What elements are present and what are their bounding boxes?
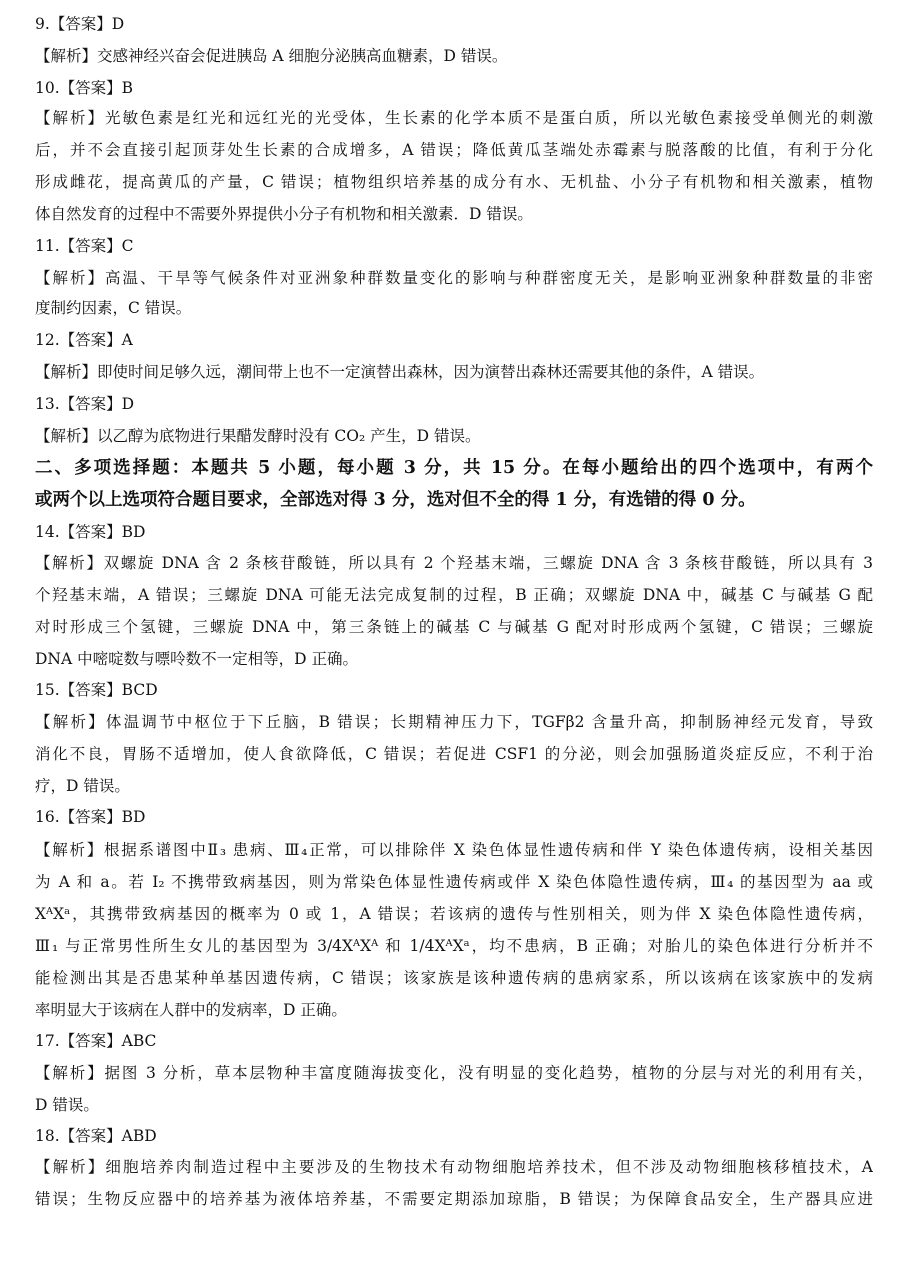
explanation-line: 为 A 和 a。若 I₂ 不携带致病基因，则为常染色体显性遗传病或伴 X 染色体隐性遗传病，Ⅲ₄ 的基因型为 aa 或 <box>35 873 873 891</box>
answer-heading: 12.【答案】A <box>35 331 133 349</box>
explanation-line: 形成雌花，提高黄瓜的产量，C 错误；植物组织培养基的成分有水、无机盐、小分子有机物和相关激素，植物 <box>35 173 873 191</box>
explanation-line: 错误；生物反应器中的培养基为液体培养基，不需要定期添加琼脂，B 错误；为保障食品安全，生产器具应进 <box>35 1190 873 1208</box>
explanation-line: 【解析】双螺旋 DNA 含 2 条核苷酸链，所以具有 2 个羟基末端，三螺旋 DNA 含 3 条核苷酸链，所以具有 3 <box>35 554 873 572</box>
explanation-line: 对时形成三个氢键，三螺旋 DNA 中，第三条链上的碱基 C 与碱基 G 配对时形成两个氢键，C 错误；三螺旋 <box>35 618 873 636</box>
explanation-line: 【解析】据图 3 分析，草本层物种丰富度随海拔变化，没有明显的变化趋势，植物的分层与对光的利用有关， <box>35 1064 873 1082</box>
explanation-line: 体自然发育的过程中不需要外界提供小分子有机物和相关激素．D 错误。 <box>35 205 533 223</box>
explanation-line: 消化不良，胃肠不适增加，使人食欲降低，C 错误；若促进 CSF1 的分泌，则会加强肠道炎症反应，不利于治 <box>35 745 873 763</box>
answer-heading: 10.【答案】B <box>35 79 134 97</box>
explanation-line: 个羟基末端，A 错误；三螺旋 DNA 可能无法完成复制的过程，B 正确；双螺旋 DNA 中，碱基 C 与碱基 G 配 <box>35 586 873 604</box>
explanation-line: D 错误。 <box>35 1096 99 1114</box>
explanation-line: 【解析】体温调节中枢位于下丘脑，B 错误；长期精神压力下，TGFβ2 含量升高，抑制肠神经元发育，导致 <box>35 713 873 731</box>
answer-heading: 16.【答案】BD <box>35 808 146 826</box>
explanation-line: 【解析】交感神经兴奋会促进胰岛 A 细胞分泌胰高血糖素，D 错误。 <box>35 47 508 65</box>
answer-heading: 9.【答案】D <box>35 15 125 33</box>
answer-heading: 15.【答案】BCD <box>35 681 158 699</box>
explanation-line: XᴬXᵃ，其携带致病基因的概率为 0 或 1，A 错误；若该病的遗传与性别相关，则为伴 X 染色体隐性遗传病， <box>35 905 873 923</box>
explanation-line: 能检测出其是否患某种单基因遗传病，C 错误；该家族是该种遗传病的患病家系，所以该病在该家族中的发病 <box>35 969 873 987</box>
explanation-line: 【解析】以乙醇为底物进行果醋发酵时没有 CO₂ 产生，D 错误。 <box>35 427 481 445</box>
explanation-line: 后，并不会直接引起顶芽处生长素的合成增多，A 错误；降低黄瓜茎端处赤霉素与脱落酸的比值，有利于分化 <box>35 141 873 159</box>
explanation-line: 【解析】高温、干旱等气候条件对亚洲象种群数量变化的影响与种群密度无关，是影响亚洲象种群数量的非密 <box>35 269 873 287</box>
explanation-line: 【解析】根据系谱图中Ⅱ₃ 患病、Ⅲ₄正常，可以排除伴 X 染色体显性遗传病和伴 Y 染色体遗传病，设相关基因 <box>35 841 873 859</box>
answer-heading: 14.【答案】BD <box>35 523 146 541</box>
explanation-line: 疗，D 错误。 <box>35 777 130 795</box>
explanation-line: 【解析】即使时间足够久远，潮间带上也不一定演替出森林，因为演替出森林还需要其他的条件，A 错误。 <box>35 363 765 381</box>
explanation-line: 率明显大于该病在人群中的发病率，D 正确。 <box>35 1001 347 1019</box>
answer-heading: 18.【答案】ABD <box>35 1127 157 1145</box>
answer-heading: 17.【答案】ABC <box>35 1032 157 1050</box>
answer-heading: 11.【答案】C <box>35 237 134 255</box>
section-heading: 二、多项选择题：本题共 5 小题，每小题 3 分，共 15 分。在每小题给出的四个选项中，有两个 <box>35 458 873 478</box>
explanation-line: DNA 中嘧啶数与嘌呤数不一定相等，D 正确。 <box>35 650 358 668</box>
section-heading: 或两个以上选项符合题目要求，全部选对得 3 分，选对但不全的得 1 分，有选错的得 0 分。 <box>35 490 756 510</box>
explanation-line: 度制约因素，C 错误。 <box>35 299 192 317</box>
answer-heading: 13.【答案】D <box>35 395 135 413</box>
explanation-line: Ⅲ₁ 与正常男性所生女儿的基因型为 3/4XᴬXᴬ 和 1/4XᴬXᵃ，均不患病，B 正确；对胎儿的染色体进行分析并不 <box>35 937 873 955</box>
explanation-line: 【解析】细胞培养肉制造过程中主要涉及的生物技术有动物细胞培养技术，但不涉及动物细胞核移植技术，A <box>35 1158 873 1176</box>
explanation-line: 【解析】光敏色素是红光和远红光的光受体，生长素的化学本质不是蛋白质，所以光敏色素接受单侧光的刺激 <box>35 109 873 127</box>
